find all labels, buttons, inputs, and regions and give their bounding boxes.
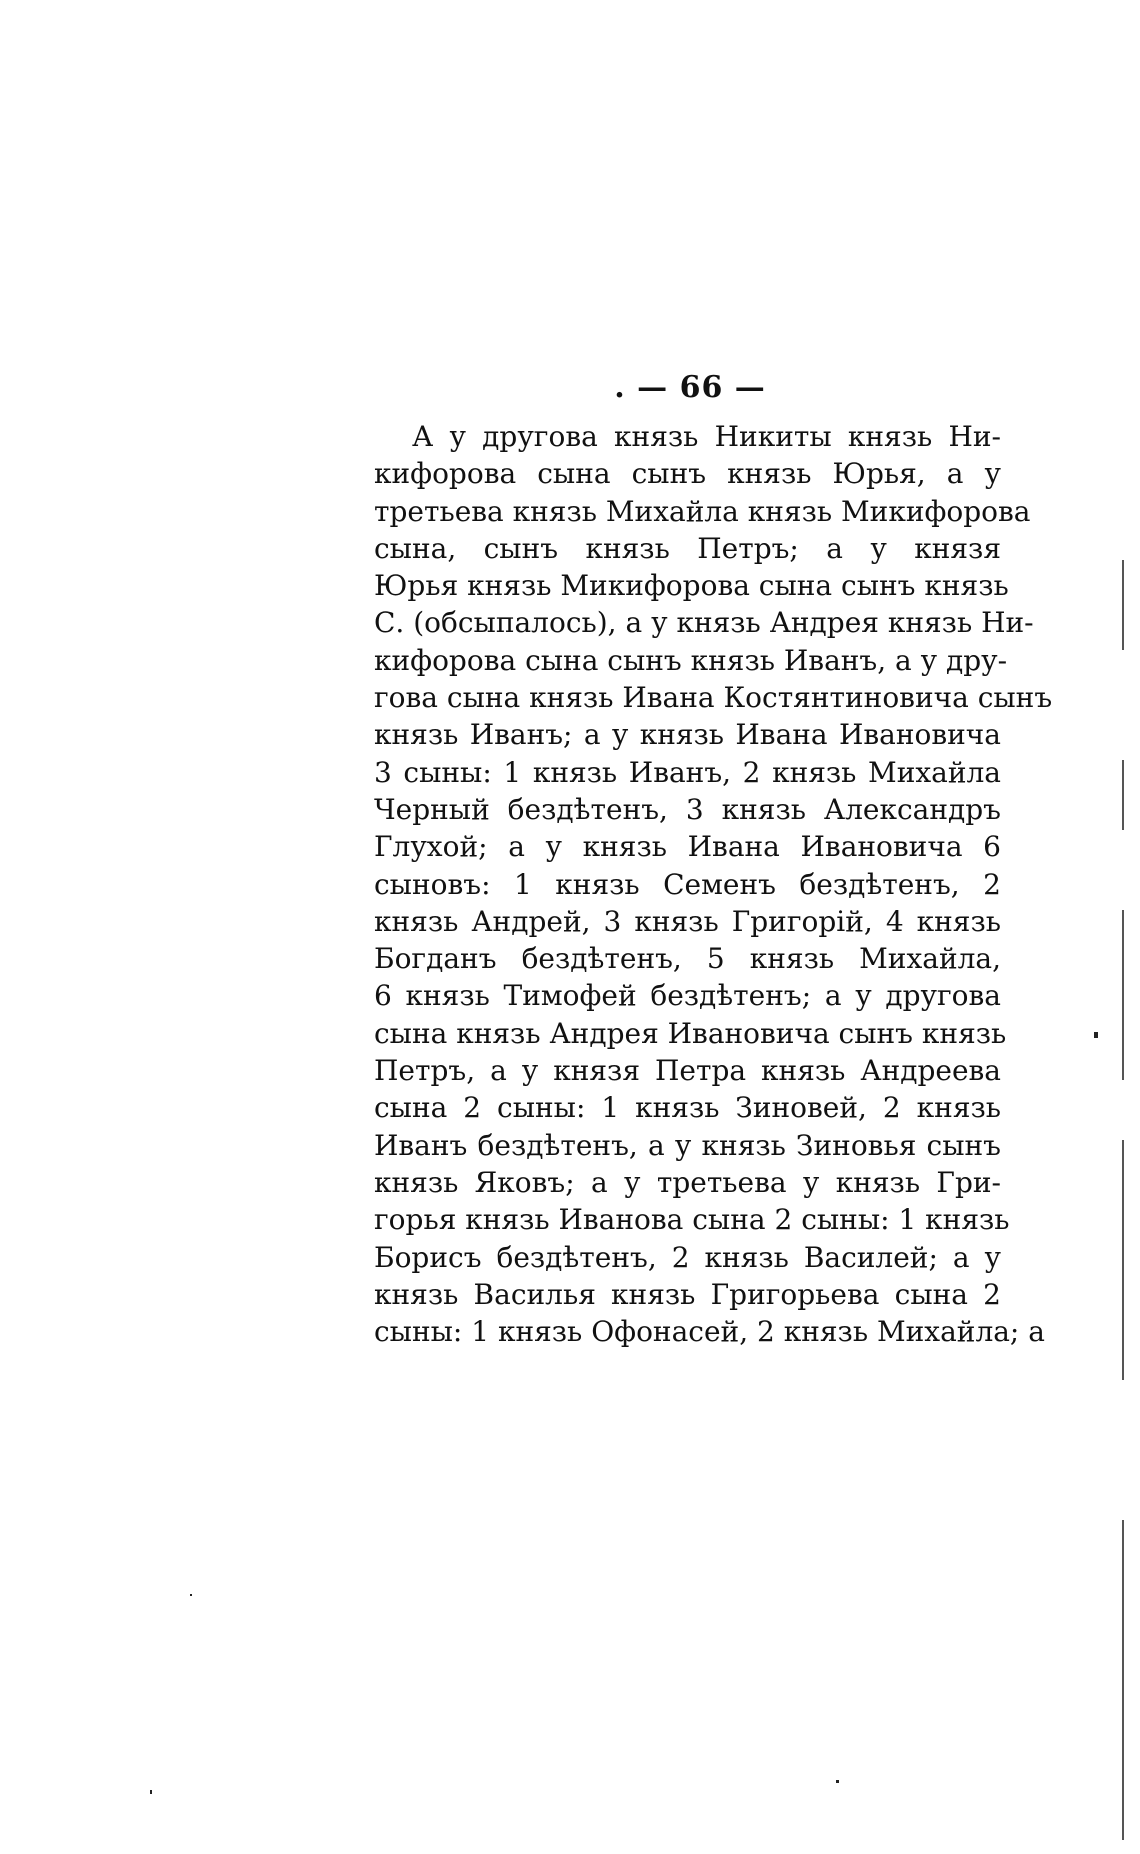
scan-edge-line — [1122, 910, 1124, 1080]
text-line: кифорова сына сынъ князь Юрья, а у — [374, 457, 1001, 491]
scan-edge-line — [1122, 560, 1124, 650]
scan-speck — [1094, 1032, 1098, 1038]
text-line: кифорова сына сынъ князь Иванъ, а у дру- — [374, 643, 1008, 677]
text-line: А у другова князь Никиты князь Ни- — [412, 420, 1001, 453]
text-line: горья князь Иванова сына 2 сыны: 1 князь — [374, 1203, 1010, 1237]
body-text — [374, 418, 1053, 1350]
text-line: Юрья князь Микифорова сына сынъ князь — [374, 569, 1009, 603]
text-line: сыновъ: 1 князь Семенъ бездѣтенъ, 2 — [374, 867, 1001, 901]
scan-edge-line — [1122, 1520, 1124, 1840]
text-line: князь Василья князь Григорьева сына 2 — [374, 1277, 1001, 1311]
scan-speck — [190, 1594, 192, 1596]
page-number: . — 66 — — [614, 370, 766, 405]
scan-edge-line — [1122, 760, 1124, 830]
text-line: князь Иванъ; а у князь Ивана Ивановича — [374, 718, 1001, 752]
text-line: Петръ, а у князя Петра князь Андреева — [374, 1054, 1001, 1088]
text-line: сына, сынъ князь Петръ; а у князя — [374, 531, 1001, 565]
scan-edge-line — [1122, 1140, 1124, 1380]
text-line: Иванъ бездѣтенъ, а у князь Зиновья сынъ — [374, 1128, 1001, 1162]
text-line: Борисъ бездѣтенъ, 2 князь Василей; а у — [374, 1240, 1001, 1274]
text-line: Глухой; а у князь Ивана Ивановича 6 — [374, 830, 1001, 864]
text-line: 3 сыны: 1 князь Иванъ, 2 князь Михайла — [374, 755, 1001, 789]
text-line: князь Андрей, 3 князь Григорій, 4 князь — [374, 904, 1001, 938]
text-line: 6 князь Тимофей бездѣтенъ; а у другова — [374, 979, 1001, 1013]
text-line: Богданъ бездѣтенъ, 5 князь Михайла, — [374, 942, 1001, 976]
text-line: третьева князь Михайла князь Микифорова — [374, 494, 1031, 528]
scan-speck — [150, 1790, 152, 1794]
text-line: князь Яковъ; а у третьева у князь Гри- — [374, 1165, 1001, 1199]
text-line: сына 2 сыны: 1 князь Зиновей, 2 князь — [374, 1091, 1001, 1125]
scan-speck — [836, 1780, 839, 1783]
text-line: сыны: 1 князь Офонасей, 2 князь Михайла; а — [374, 1315, 1045, 1349]
text-line: С. (обсыпалось), а у князь Андрея князь Ни- — [374, 606, 1034, 640]
text-line: сына князь Андрея Ивановича сынъ князь — [374, 1016, 1007, 1050]
text-line: гова сына князь Ивана Костянтиновича сынъ — [374, 681, 1053, 715]
text-line: Черный бездѣтенъ, 3 князь Александръ — [374, 792, 1001, 826]
